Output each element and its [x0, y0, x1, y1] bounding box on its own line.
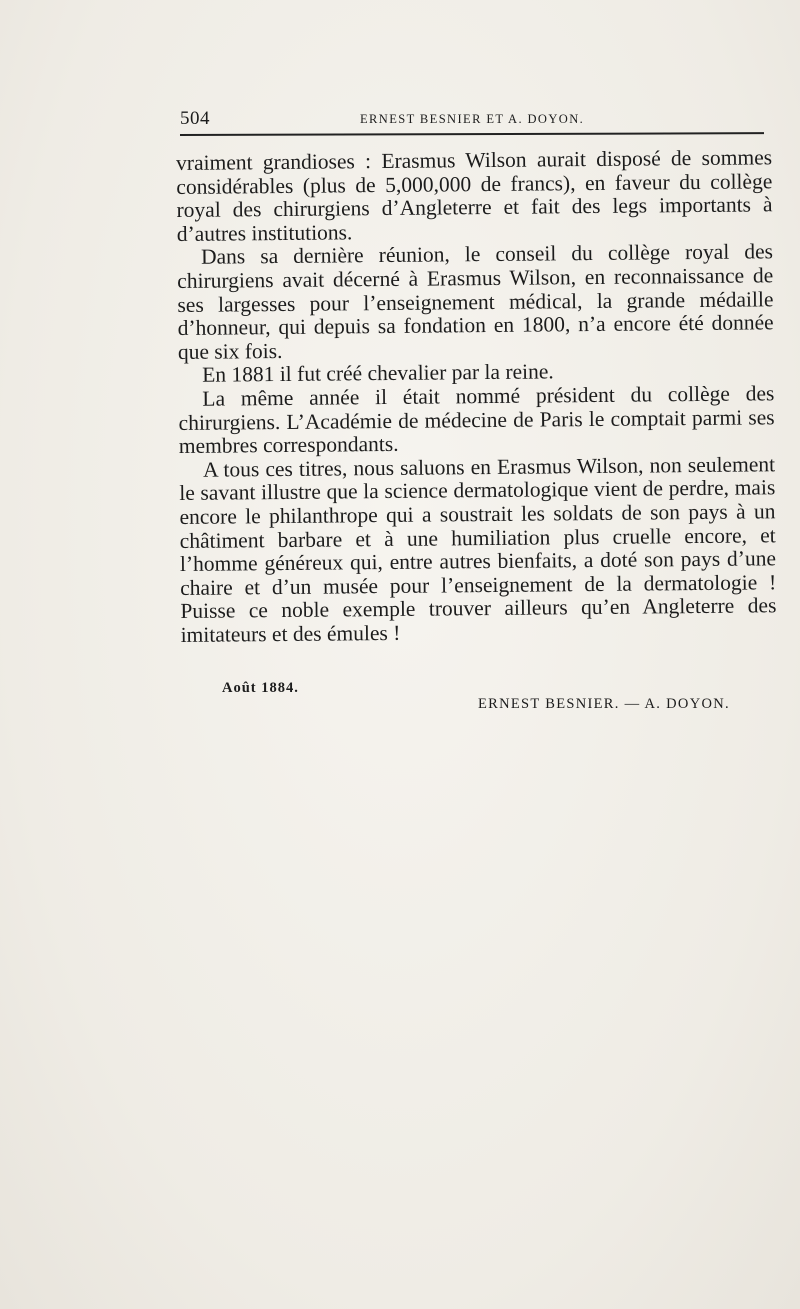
paragraph-2: Dans sa dernière réunion, le conseil du collège royal des chirurgiens avait décerné à Erasmus Wilson, en reconnaissance de ses largesses pour l’enseignement médical, la grande médaille d’honneur, qui depuis sa fondation en 1800, n’a encore été donnée que six fois. [177, 239, 774, 364]
paragraph-5: A tous ces titres, nous saluons en Erasmus Wilson, non seulement le savant illustre que la science dermatologique vient de perdre, mais encore le philanthrope qui a soustrait les soldats de son pays à un châtiment barbare et à une humiliation plus cruelle encore, et l’homme généreux qui, entre autres bienfaits, a doté son pays d’une chaire et d’un musée pour l’enseignement de la dermatologie ! Puisse ce noble exemple trouver ailleurs qu’en Angleterre des imitateurs et des émules ! [179, 451, 777, 647]
date-line: Août 1884. [222, 680, 299, 696]
closing-block [180, 672, 770, 732]
page-number: 504 [180, 108, 210, 129]
running-head: ERNEST BESNIER ET A. DOYON. [360, 112, 585, 126]
paragraph-4: La même année il était nommé président du collège des chirurgiens. L’Académie de médecine de Paris le comptait parmi ses membres correspondants. [178, 381, 775, 459]
paragraph-1: vraiment grandioses : Erasmus Wilson aurait disposé de sommes considérables (plus de 5,000,000 de francs), en faveur du collège royal des chirurgiens d’Angleterre et fait des legs importants à d’autres institutions. [175, 145, 773, 246]
paragraph-3: En 1881 il fut créé chevalier par la reine. [202, 359, 554, 388]
page-header [180, 108, 770, 132]
header-rule [180, 132, 764, 136]
bleed-through-texture [168, 737, 782, 1163]
signature: ERNEST BESNIER. — A. DOYON. [478, 696, 730, 712]
body-text [176, 146, 777, 647]
